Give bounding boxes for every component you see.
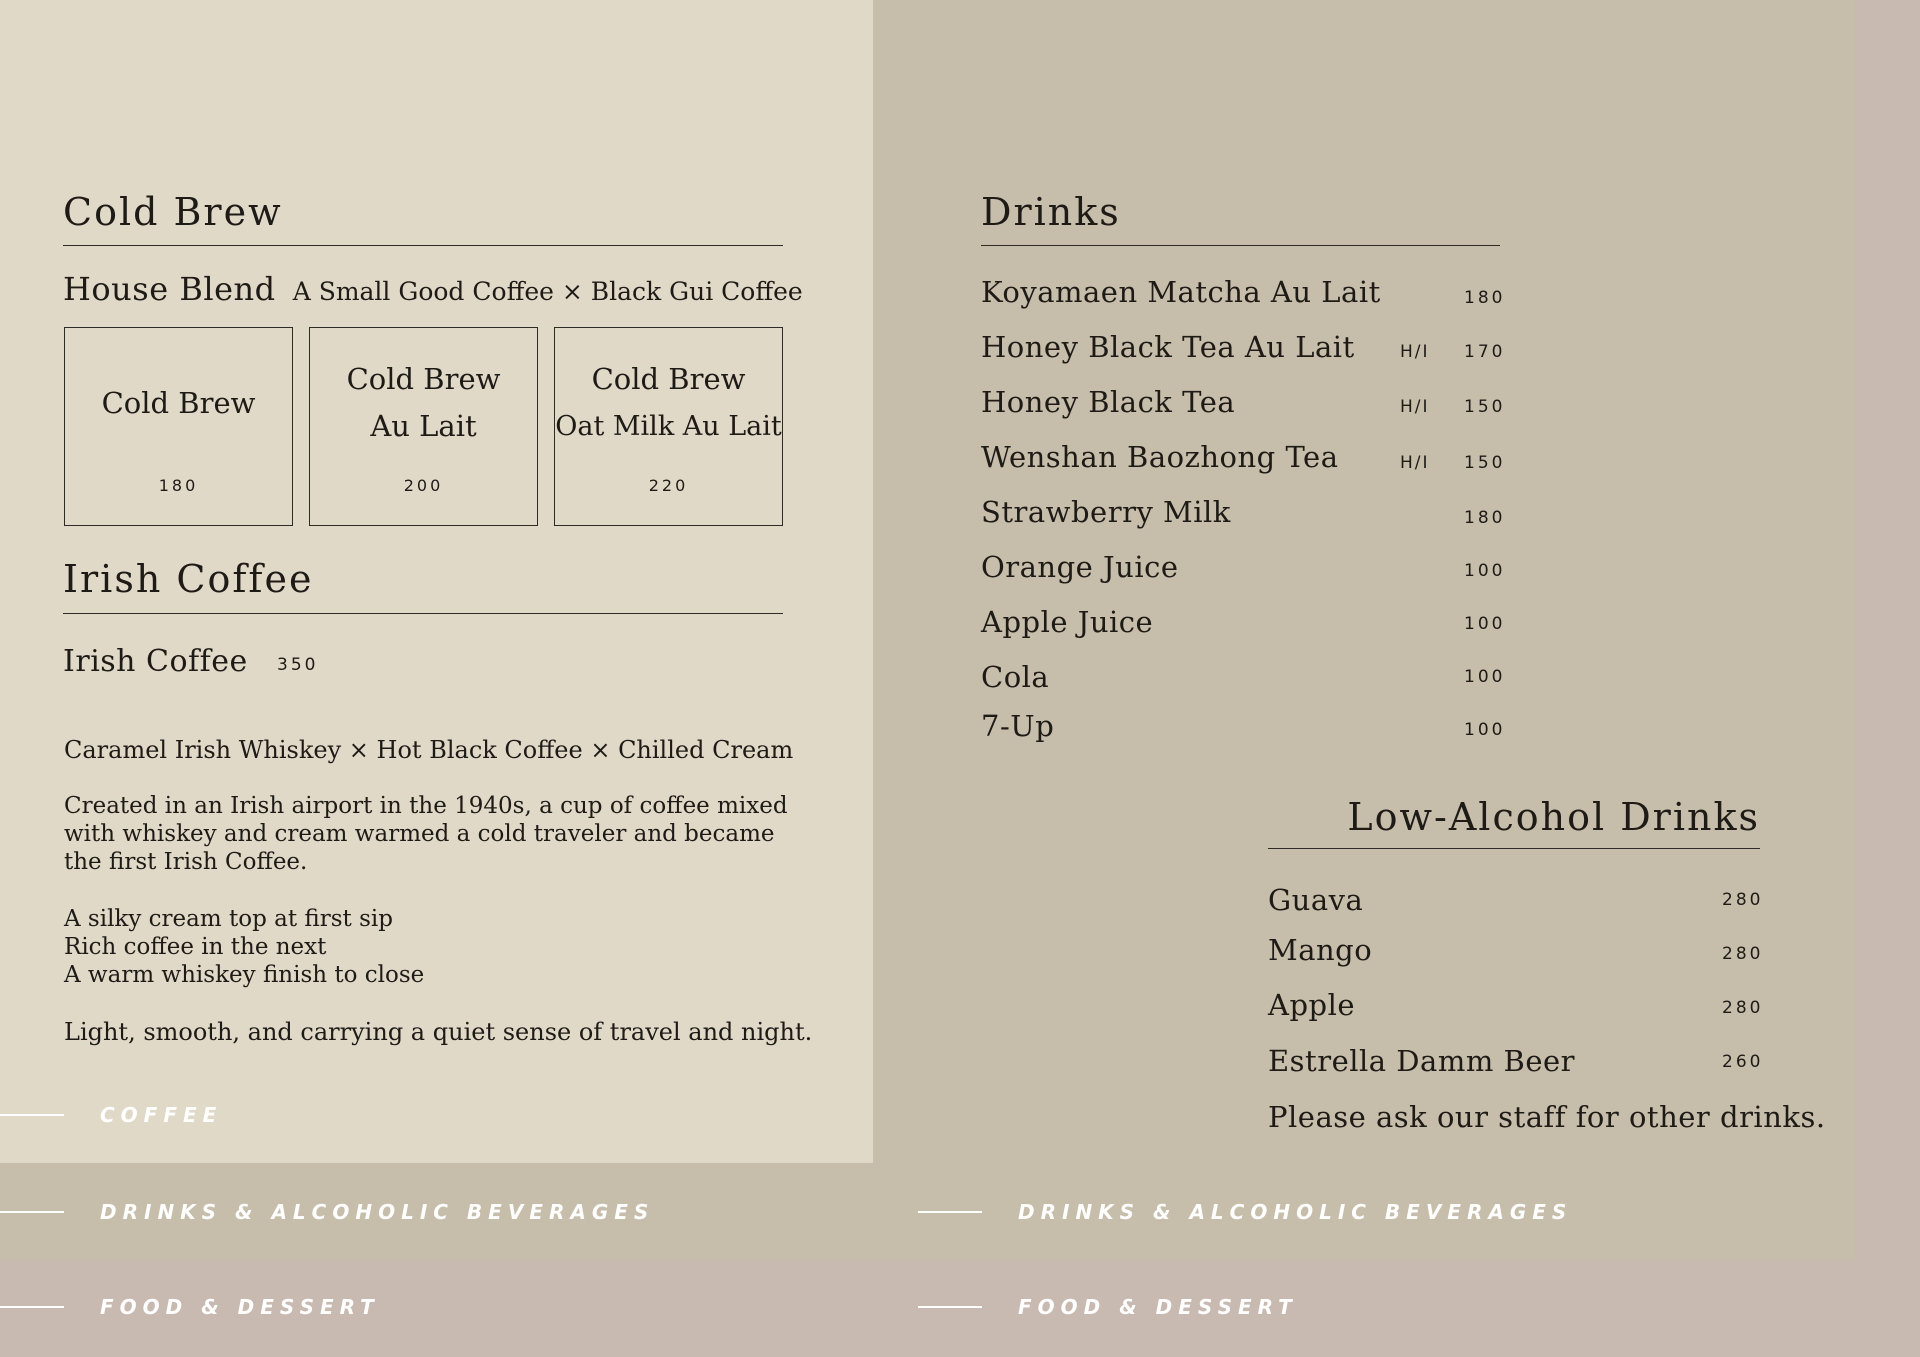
drink-item-price: 180 bbox=[1464, 508, 1506, 528]
coffee-tab-line bbox=[0, 1114, 64, 1116]
note-line: Rich coffee in the next bbox=[64, 934, 327, 960]
food-dessert-tab-left[interactable]: FOOD & DESSERT bbox=[100, 1295, 380, 1319]
drink-item-price: 170 bbox=[1464, 342, 1506, 362]
house-blend-row bbox=[63, 270, 803, 308]
cold-brew-oat-milk-option-card bbox=[554, 327, 783, 526]
cold-brew-heading: Cold Brew bbox=[63, 190, 283, 234]
drink-item-name: 7-Up bbox=[981, 709, 1055, 743]
low-alcohol-item-price: 280 bbox=[1722, 890, 1764, 910]
option-name: Cold Brew bbox=[591, 362, 746, 396]
food-tab-line-right bbox=[918, 1306, 982, 1308]
low-alcohol-item-price: 280 bbox=[1722, 998, 1764, 1018]
low-alcohol-item-name: Mango bbox=[1268, 933, 1373, 967]
drinks-alcoholic-beverages-tab-left[interactable]: DRINKS & ALCOHOLIC BEVERAGES bbox=[100, 1200, 655, 1224]
drink-item-name: Orange Juice bbox=[981, 550, 1179, 584]
low-alcohol-item-price: 280 bbox=[1722, 944, 1764, 964]
option-name-line2: Au Lait bbox=[370, 409, 477, 443]
low-alcohol-item-name: Estrella Damm Beer bbox=[1268, 1044, 1576, 1078]
drinks-tab-line-right bbox=[918, 1211, 982, 1213]
low-alcohol-item-price: 260 bbox=[1722, 1052, 1764, 1072]
irish-coffee-heading: Irish Coffee bbox=[63, 557, 314, 601]
low-alcohol-item-name: Guava bbox=[1268, 883, 1364, 917]
drinks-heading: Drinks bbox=[981, 190, 1121, 234]
cold-brew-divider bbox=[63, 245, 783, 246]
option-price: 200 bbox=[403, 476, 444, 495]
irish-coffee-tagline: Caramel Irish Whiskey × Hot Black Coffee × Chilled Cream bbox=[64, 736, 794, 764]
story-line: with whiskey and cream warmed a cold traveler and became bbox=[64, 821, 775, 847]
irish-coffee-item-price: 350 bbox=[277, 655, 319, 675]
drink-item-name: Honey Black Tea bbox=[981, 385, 1236, 419]
drink-item-price: 100 bbox=[1464, 667, 1506, 687]
drink-item-hot-iced: H/I bbox=[1400, 453, 1430, 473]
option-name: Cold Brew bbox=[101, 386, 256, 420]
food-dessert-tab-right[interactable]: FOOD & DESSERT bbox=[1018, 1295, 1298, 1319]
food-tab-line-left bbox=[0, 1306, 64, 1308]
option-price: 180 bbox=[158, 476, 199, 495]
staff-note: Please ask our staff for other drinks. bbox=[1268, 1100, 1826, 1134]
irish-coffee-notes bbox=[64, 905, 424, 989]
drink-item-name: Wenshan Baozhong Tea bbox=[981, 440, 1339, 474]
drink-item-name: Apple Juice bbox=[981, 605, 1154, 639]
drinks-tab-line-left bbox=[0, 1211, 64, 1213]
drink-item-price: 180 bbox=[1464, 288, 1506, 308]
drink-item-price: 100 bbox=[1464, 561, 1506, 581]
drink-item-hot-iced: H/I bbox=[1400, 397, 1430, 417]
drink-item-price: 100 bbox=[1464, 720, 1506, 740]
drink-item-price: 100 bbox=[1464, 614, 1506, 634]
drink-item-name: Koyamaen Matcha Au Lait bbox=[981, 275, 1381, 309]
low-alcohol-item-name: Apple bbox=[1268, 988, 1356, 1022]
irish-coffee-divider bbox=[63, 613, 783, 614]
cold-brew-au-lait-option-card bbox=[309, 327, 538, 526]
drinks-alcoholic-beverages-tab-right[interactable]: DRINKS & ALCOHOLIC BEVERAGES bbox=[1018, 1200, 1573, 1224]
low-alcohol-divider bbox=[1268, 848, 1760, 849]
story-line: the first Irish Coffee. bbox=[64, 849, 308, 875]
drink-item-name: Honey Black Tea Au Lait bbox=[981, 330, 1355, 364]
note-line: A warm whiskey finish to close bbox=[64, 962, 425, 988]
irish-coffee-story bbox=[64, 792, 788, 876]
drink-item-name: Cola bbox=[981, 660, 1050, 694]
coffee-tab[interactable]: COFFEE bbox=[100, 1103, 223, 1127]
note-line: A silky cream top at first sip bbox=[64, 906, 393, 932]
option-price: 220 bbox=[648, 476, 689, 495]
low-alcohol-heading: Low-Alcohol Drinks bbox=[1347, 795, 1760, 839]
house-blend-label: House Blend bbox=[63, 270, 276, 308]
drink-item-price: 150 bbox=[1464, 453, 1506, 473]
cold-brew-option-card bbox=[64, 327, 293, 526]
irish-coffee-item-name: Irish Coffee bbox=[63, 644, 248, 679]
option-name-line2: Oat Milk Au Lait bbox=[555, 411, 782, 442]
house-blend-description: A Small Good Coffee × Black Gui Coffee bbox=[292, 277, 803, 306]
right-edge-panel bbox=[1855, 0, 1920, 1357]
drink-item-hot-iced: H/I bbox=[1400, 342, 1430, 362]
drink-item-price: 150 bbox=[1464, 397, 1506, 417]
option-name: Cold Brew bbox=[346, 362, 501, 396]
drink-item-name: Strawberry Milk bbox=[981, 495, 1231, 529]
irish-coffee-closing: Light, smooth, and carrying a quiet sense of travel and night. bbox=[64, 1018, 813, 1046]
story-line: Created in an Irish airport in the 1940s, a cup of coffee mixed bbox=[64, 793, 788, 819]
drinks-divider bbox=[981, 245, 1500, 246]
